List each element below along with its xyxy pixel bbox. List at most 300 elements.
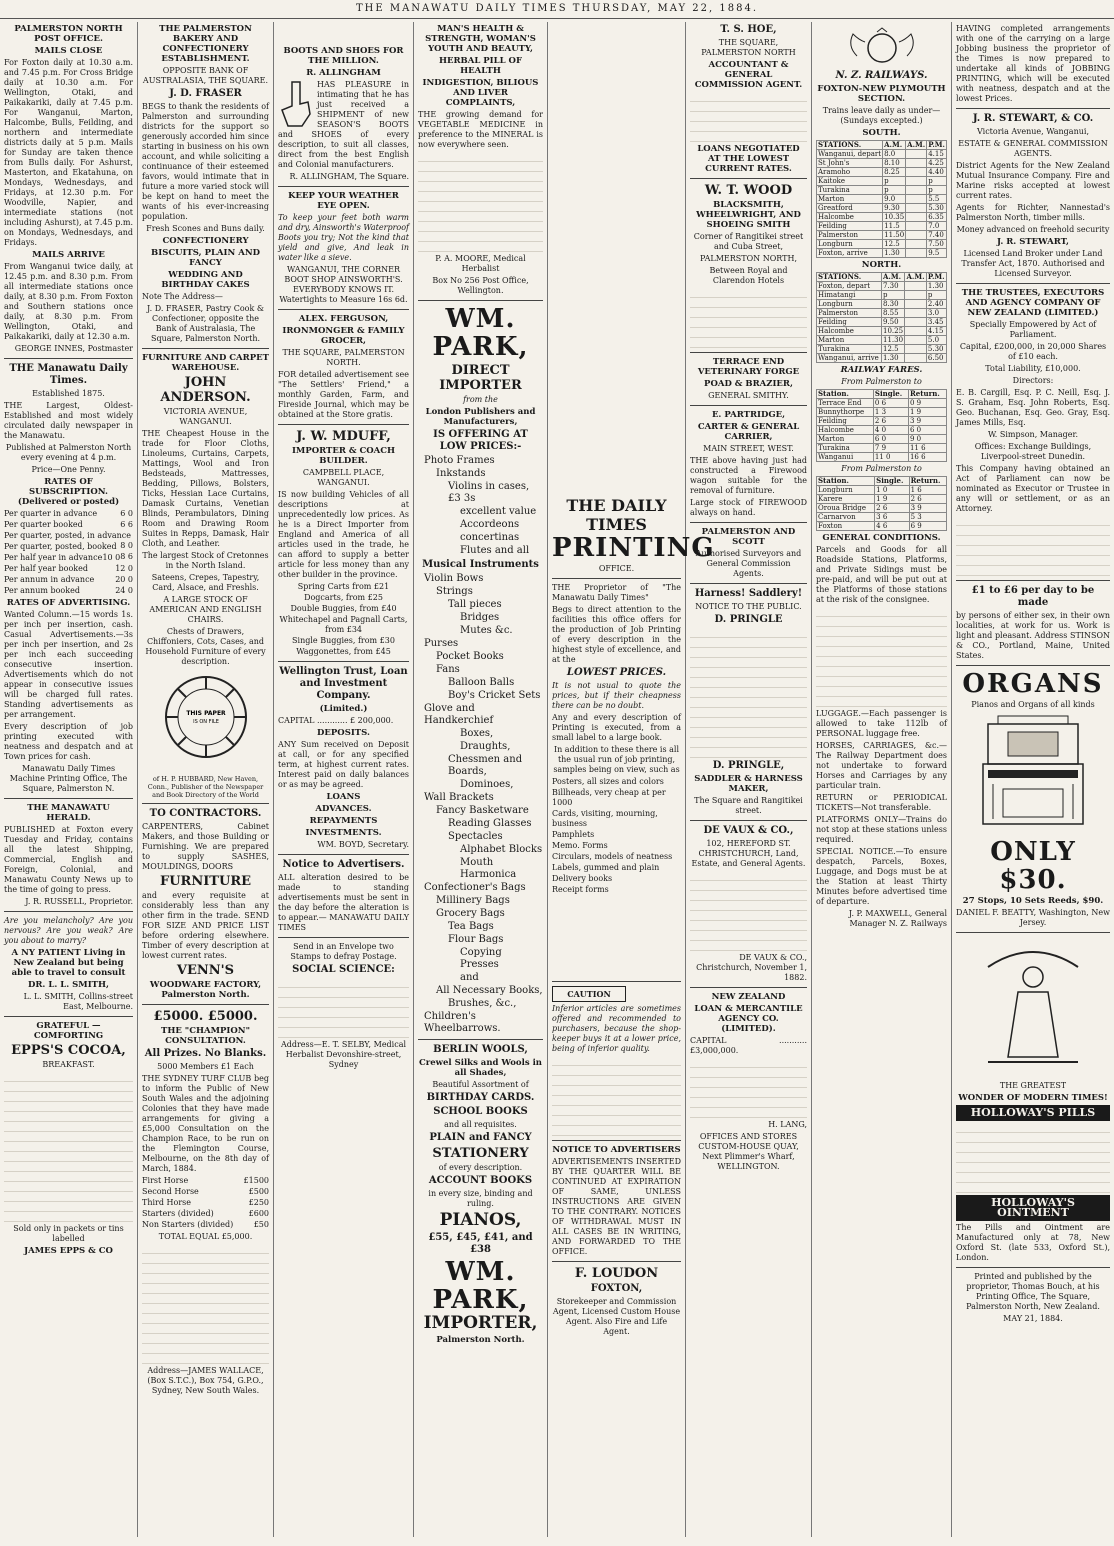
hoist-text: THE above having just had constructed a Firewood wagon suitable for the removal of furniture. [690,456,807,495]
carter-name: E. PARTRIDGE, [711,410,786,420]
table-row: Foxton 4 6 6 9 [817,522,947,531]
established: Established 1875. [32,389,105,398]
corner-text: Corner of Rangitikei street and Cuba Street, [693,232,804,251]
table-row: Himatangi p p [817,291,947,300]
list-item: Fancy Basketware [436,805,529,816]
repayments-heading: REPAYMENTS [309,816,378,826]
list-item: Purses [424,638,459,649]
sydney-body-text-block [142,1244,269,1364]
advertising-text: Wanted Column.—15 words 1s. per inch per insertion, cash. Casual Advertisements.—3s per inch per insertion, and 2s per inch each succeeding consecutive insertion. Advertisements which do not appear in consecutive issues will be charged full rates. Standing advertisements as per arrangement. [4,610,133,719]
firewood-text: Large stock of FIREWOOD always on hand. [690,498,807,517]
list-item: Children's Wheelbarrows. [424,1011,501,1034]
list-item: Alphabet Blocks [460,844,543,855]
list-item: Photo Frames [424,455,495,466]
main-street-text: MAIN STREET, WEST. [703,444,794,453]
table-header-row: STATIONS. A.M. A.M. P.M. [818,140,945,149]
requisites-text: and all requisites. [444,1120,517,1129]
list-item: All Necessary Books, [436,985,543,996]
carts-list [278,582,409,657]
caution-label: CAUTION [552,986,626,1002]
per-day-heading: £1 to £6 per day to be made [971,585,1095,608]
column-1 [0,22,138,1537]
mails-arrive-heading: MAILS ARRIVE [32,250,105,260]
table-row: St John's 8.10 4.25 [817,159,947,168]
total-text: TOTAL EQUAL £5,000. [158,1232,253,1241]
column-7 [812,22,952,1537]
trains-text: Trains leave daily as under—(Sundays excepted.) [822,106,941,125]
prize-row: Non Starters (divided) £50 [142,1220,269,1229]
melancholy-text: Are you melancholy? Are you nervous? Are you weak? Are you about to marry? [4,916,133,945]
pringle2-name: D. PRINGLE, [712,760,785,771]
hoe-body-text-block [690,92,807,142]
anderson-text: THE Cheapest House in the trade for Floor Cloths, Linoleums, Curtains, Carpets, Mattings, Wool and Iron Bedsteads, Mattresses, Bedding, Pillows, Bolsters, Ticks, Hessian Lace Curtains, Damask Curtains, Venetian Blinds, Perambulators, Dining Room and Drawing Room Suites in Repps, Damask, Hair Cloth, and Leather. [142,429,269,548]
list-item: Billheads, very cheap at per 1000 [552,788,666,807]
herald-heading: THE MANAWATU HERALD. [27,803,110,823]
list-item: Wall Brackets [424,792,494,803]
herbal-heading: HERBAL PILL OF HEALTH [438,56,522,76]
holloway-text: The Pills and Ointment are Manufactured only at 78, New Oxford St. (late 533, Oxford St.), London. [956,1223,1110,1262]
published-notice: Published at Palmerston North every evening at 4 p.m. [5,443,132,462]
list-item: excellent value [460,506,537,517]
list-item: concertinas [460,532,520,543]
allingham-name: R. ALLINGHAM [306,68,381,78]
hubbard-badge-illustration [151,671,261,771]
ferguson-location: THE SQUARE, PALMERSTON NORTH. [282,348,405,367]
table-row: Foxton, depart 7.30 1.30 [817,282,947,291]
north-timetable [816,272,947,363]
advances-heading: ADVANCES. [315,804,372,814]
stewart-title: ESTATE & GENERAL COMMISSION AGENTS. [958,139,1108,158]
palmerston-text: PALMERSTON NORTH, [699,254,797,263]
wellington-trust-heading: Wellington Trust, Loan and Investment Company. [279,666,408,701]
list-item: Mouth Harmonica [460,857,517,880]
epps-sub: BREAKFAST. [42,1060,95,1069]
allingham-sign: R. ALLINGHAM, The Square. [289,172,409,181]
ironmonger-heading: IRONMONGER & FAMILY GROCER, [282,326,405,346]
table-row: Wanganui 11 0 16 6 [817,453,947,462]
contractors-text: CARPENTERS, Cabinet Makers, and those Building or Furnishing. We are prepared to supply SASHES, MOULDINGS, DOORS [142,822,269,871]
from-palmerston: From Palmerston to [841,377,922,386]
addition-text: In addition to these there is all the usual run of job printing, samples being on view, such as [553,745,680,774]
list-item: Fans [436,664,460,675]
stewart-name: J. R. STEWART, & CO. [972,113,1094,124]
list-item: and [460,972,479,983]
prize-row: First Horse £1500 [142,1176,269,1185]
venns-sub: WOODWARE FACTORY, Palmerston North. [149,980,262,1000]
deposits-text: ANY Sum received on Deposit at call, or for any specified term, at highest current rates. Interest paid on daily balances or as may be agreed. [278,740,409,789]
furniture-heading: FURNITURE AND CARPET WAREHOUSE. [142,353,269,373]
directors-heading: Directors: [1012,376,1054,385]
park2-name: WM. PARK, [432,1257,529,1315]
bakery-location: OPPOSITE BANK OF AUSTRALASIA, THE SQUARE. [142,66,269,85]
rate-row: Per half year booked 12 0 [4,564,133,573]
sydney-address: Address—JAMES WALLACE, (Box S.T.C.), Box 754, G.P.O., Sydney, New South Wales. [147,1366,264,1395]
palmerston-text: Palmerston North. [436,1335,525,1345]
conditions-body-text-block [816,607,947,707]
list-item: Single Buggies, from £30 [292,636,395,645]
organs-sub: Pianos and Organs of all kinds [971,700,1095,709]
price: Price—One Penny. [31,465,106,474]
hoe-location: THE SQUARE, PALMERSTON NORTH [701,38,796,57]
epps-heading: GRATEFUL — COMFORTING [33,1021,104,1041]
capital-text: CAPITAL ............ £ 200,000. [278,716,394,725]
list-item: Dogcarts, from £25 [304,593,383,602]
list-item: Brushes, &c., [448,998,517,1009]
svg-text:THIS PAPER: THIS PAPER [185,710,226,717]
printed-text: Printed and published by the proprietor, Thomas Bouch, at his Printing Office, The Square, Palmerston North, New Zealand. [966,1272,1100,1311]
table-header-row: Station. Single. Return. [817,477,947,486]
list-item: Copying Presses [460,947,502,970]
prize-row: Starters (divided) £600 [142,1209,269,1218]
boyd-sign: WM. BOYD, Secretary. [317,840,409,849]
list-item: Double Buggies, from £40 [290,604,397,613]
list-item: Pocket Books [436,651,504,662]
coat-of-arms-icon [837,26,927,66]
table-row: Greatford 9.30 5.30 [817,204,947,213]
wonder-heading: WONDER OF MODERN TIMES! [958,1093,1108,1103]
chests-text: Chests of Drawers, Chiffoniers, Cots, Cases, and Household Furniture of every description. [145,627,266,666]
rate-row: Per half year in advance 10 0 [4,553,121,562]
column-3 [274,22,414,1537]
caution-text: Inferior articles are sometimes offered and recommended to purchasers, because the shop-keeper buys it at a lower price, being of inferior quality. [552,1004,681,1053]
list-item: Millinery Bags [436,895,510,906]
hoe-name: T. S. HOE, [720,24,777,35]
list-item: Dominoes, [460,779,514,790]
conditions-heading: GENERAL CONDITIONS. [822,533,941,543]
date-text: MAY 21, 1884. [1003,1314,1063,1323]
table-row: Longburn 12.5 7.50 [817,240,947,249]
foxton-heading: FOXTON, [590,1283,643,1294]
lowest-heading: LOWEST PRICES. [566,667,667,678]
table-row: Marton 9.0 5.5 [817,195,947,204]
trustees-body-text-block [956,516,1110,576]
epps-footer: Sold only in packets or tins labelled [13,1224,124,1243]
epps-body-text-block [4,1072,133,1222]
herald-text: PUBLISHED at Foxton every Tuesday and Friday, contains all the latest Shipping, Commercial, English and Foreign, Colonial, and Manawatu County News up to the time of going to press. [4,825,133,894]
accountant-heading: ACCOUNTANT & GENERAL COMMISSION AGENT. [694,60,803,90]
table-row: Karere 1 9 2 6 [817,495,947,504]
champion-heading: THE "CHAMPION" CONSULTATION. [161,1026,250,1046]
pringle-body-text-block [690,628,807,758]
devaux-address: 102, HEREFORD ST. CHRISTCHURCH, Land, Estate, and General Agents. [691,839,806,868]
having-text: HAVING completed arrangements with one of the carrying on a large Jobbing business the proprietor of the Times is now prepared to undertake all kinds of JOBBING PRINTING, which will be executed with neatness, despatch and at the lowest Prices. [956,24,1110,103]
loan-merc-heading: LOAN & MERCANTILE AGENCY CO. (LIMITED). [694,1004,803,1034]
notice-public-text: NOTICE TO THE PUBLIC. [695,602,802,611]
surveyors-text: Authorised Surveyors and General Commission Agents. [695,549,802,578]
social-heading: SOCIAL SCIENCE: [292,964,395,975]
poad-heading: POAD & BRAZIER, [704,379,793,389]
birthday-heading: BIRTHDAY CARDS. [426,1092,535,1103]
from-text: from the [463,395,498,404]
office-text: Manawatu Daily Times Machine Printing Office, The Square, Palmerston N. [9,764,128,793]
table-row: Bunnythorpe 1 3 1 9 [817,408,947,417]
list-item: Spring Carts from £21 [297,582,390,591]
table-row: Feilding 2 6 3 9 [817,417,947,426]
pills-body-text-block [956,1123,1110,1193]
smith-address: L. L. SMITH, Collins-street East, Melbourne. [23,992,133,1011]
conditions-text: Parcels and Goods for all Roadside Stations, Platforms, and Private Sidings must be pre-paid, and will be put out at the Platforms of those stations at the risk of the consignee. [816,545,947,604]
table-row: Turakina 12.5 5.30 [817,345,947,354]
list-item: Memo. Forms [552,841,608,850]
money-text: Money advanced on freehold security [956,225,1110,234]
ainsworth-text: WANGANUI, THE CORNER BOOT SHOP AINSWORTH'S. EVERYBODY KNOWS IT. Watertights to Measure 16s 6d. [279,265,408,304]
russell-sign: J. R. RUSSELL, Proprietor. [25,897,133,906]
duff-text: IS now building Vehicles of all descriptions at unprecedentedly low prices. As he is a Direct Importer from England and America of all articles used in the trade, he can afford to supply a better article for less money than any other builder in the province. [278,490,409,579]
account-heading: ACCOUNT BOOKS [428,1175,533,1186]
list-item: Circulars, models of neatness [552,852,673,861]
table-row: Terrace End 0 6 0 9 [817,399,947,408]
devaux-body-text-block [690,871,807,951]
direct-importer: DIRECT IMPORTER [439,363,522,393]
campbell-place: CAMPBELL PLACE, WANGANUI. [302,468,385,487]
railways-heading: N. Z. RAILWAYS. [835,70,928,81]
table-header-row: STATIONS. A.M. A.M. P.M. [818,272,945,281]
sateens-text: Sateens, Crepes, Tapestry, Card, Alsace, and Freshls. [151,573,260,592]
blacksmith-heading: BLACKSMITH, WHEELWRIGHT, AND SHOEING SMITH [696,200,801,230]
wedding-heading: WEDDING AND BIRTHDAY CAKES [161,270,250,290]
epps-title: EPPS'S COCOA, [11,1043,126,1058]
size-text: in every size, binding and ruling. [428,1189,533,1208]
vegetable-text: THE growing demand for VEGETABLE MEDICINE in preference to the MINERAL is now everywhere seen. [418,110,543,149]
mails-close-heading: MAILS CLOSE [34,46,103,56]
office-text: OFFICE. [598,564,635,573]
square-text: The Square and Rangitikei street. [694,796,803,815]
fares-table [816,389,947,462]
licensed-text: Licensed Land Broker under Land Transfer Act, 1870. Authorised and Licensed Surveyor. [961,249,1105,278]
wood-name: W. T. WOOD [704,183,793,198]
to-palmerston: From Palmerston to [841,464,922,473]
box-text: Box No 256 Post Office, Wellington. [432,276,529,295]
special-text: SPECIAL NOTICE.—To ensure despatch, Parcels, Boxes, Luggage, and Dogs must be at the Station at least Thirty Minutes before advertised time of departure. [816,847,947,906]
fraser-name: J. D. FRASER [169,88,242,99]
beautiful-text: Beautiful Assortment of [432,1080,529,1089]
rate-row: Per quarter, posted, in advance 8 0 [4,531,133,550]
south-timetable [816,140,947,258]
daily-times-heading: THE DAILY TIMES [566,496,667,534]
column-5 [548,22,715,1537]
company-text: This Company having obtained an Act of Parliament can now be nominated as Executor or Trustee in any will or settlement, or as an Attorney. [956,464,1110,513]
postmaster: GEORGE INNES, Postmaster [14,344,133,353]
list-item: Waggonettes, from £45 [296,647,391,656]
organ-illustration [968,714,1098,834]
nz-heading: NEW ZEALAND [711,992,786,1002]
liability-text: Total Liability, £10,000. [985,364,1081,373]
confectionery-heading: CONFECTIONERY [162,236,249,246]
limited-heading: (Limited.) [319,704,368,714]
badge-caption: of H. P. HUBBARD, New Haven, Conn., Publisher of the Newspaper and Book Directory of the World [147,775,264,799]
return-text: RETURN or PERIODICAL TICKETS—Not transferable. [816,793,947,812]
north-heading: NORTH. [861,260,902,270]
rates-list [4,509,133,596]
list-item: Chessmen and Boards, [448,754,523,777]
list-item: Confectioner's Bags [424,882,526,893]
every-text: of every description. [438,1163,523,1172]
table-row: Aramoho 8.25 4.40 [817,168,947,177]
list-item: Posters, all sizes and colors [552,777,664,786]
rates-heading: RATES OF SUBSCRIPTION. (Delivered or posted) [17,477,120,507]
masthead: THE MANAWATU DAILY TIMES THURSDAY, MAY 22, 1884. [0,0,1114,19]
devaux-sign: DE VAUX & CO., Christchurch, November 1, 1882. [696,953,807,982]
prize-row: Second Horse £500 [142,1187,269,1196]
importer-heading: IMPORTER & COACH BUILDER. [291,446,396,466]
list-item: Spectacles [448,831,503,842]
prop-text: Begs to direct attention to the facilities this office offers for the production of Job Printing of every description in the highest style of excellence, and at the [552,605,681,664]
notice-advertisers-heading: NOTICE TO ADVERTISERS [552,1145,681,1155]
list-item: Grocery Bags [436,908,505,919]
between-text: Between Royal and Clarendon Hotels [709,266,788,285]
pianos-prices: £55, £45, £41, and £38 [428,1232,533,1255]
sydney-text: THE SYDNEY TURF CLUB beg to inform the Public of New South Wales and the adjoining Colonies that they have made arrangements for giving a £5,000 Consultation on the Champion Race, to be run on the Flemington Course, Melbourne, on the 8th day of March, 1884. [142,1074,269,1173]
list-item: Bridges [460,612,500,623]
wood-body-text-block [690,288,807,348]
importer2-heading: IMPORTER, [423,1313,538,1333]
manshealth-heading: MAN'S HEALTH & STRENGTH, WOMAN'S YOUTH AND BEAUTY, [425,24,536,54]
smith-name: DR. L. L. SMITH, [28,980,109,990]
pointing-hand-icon [278,80,314,128]
indigestion-heading: INDIGESTION, BILIOUS AND LIVER COMPLAINTS, [422,78,539,108]
list-item: Flutes and all [460,545,530,556]
blanks-heading: All Prizes. No Blanks. [144,1048,267,1059]
only-heading: ONLY $30. [990,837,1076,895]
stewart2-name: J. R. STEWART, [996,237,1070,247]
luggage-text: LUGGAGE.—Each passenger is allowed to take 112lb of PERSONAL luggage free. [816,709,947,738]
list-item: Cards, visiting, mourning, business [552,809,658,828]
agents-text: Agents for Richter, Nannestad's Palmerston North, timber mills. [956,203,1110,222]
column-8 [952,22,1114,1537]
list-item: Boxes, [460,728,494,739]
holloway-ointment-banner: HOLLOWAY'S OINTMENT [956,1195,1110,1221]
list-item: Receipt forms [552,885,609,894]
goods-list [418,455,543,557]
saddler-heading: SADDLER & HARNESS MAKER, [694,774,803,794]
list-item: Tall pieces [448,599,502,610]
beatty-text: DANIEL F. BEATTY, Washington, New Jersey. [956,908,1110,927]
stewart-location: Victoria Avenue, Wanganui, [977,127,1089,136]
furniture2-text: and every requisite at considerably less than any other firm in the trade. SEND FOR SIZE AND PRICE LIST before ordering elsewhere. Timber of every description at lowest current rates. [142,891,269,960]
patient-heading: A NY PATIENT Living in New Zealand but being able to travel to consult [11,948,126,978]
list-item: Flour Bags [448,934,504,945]
table-row: Marton 11.30 5.0 [817,336,947,345]
loudon-name: F. LOUDON [574,1266,659,1281]
stamps-text: Send in an Envelope two Stamps to defray Postage. [290,942,397,961]
list-item: Whitechapel and Pagnall Carts, from £34 [279,615,408,634]
bakery-heading: THE PALMERSTON BAKERY AND CONFECTIONERY ESTABLISHMENT. [159,24,252,64]
lang-sign: H. LANG, [768,1120,807,1129]
prize-heading: £5000. £5000. [153,1009,258,1024]
prop-heading: THE Proprietor of "The Manawatu Daily Times" [552,583,681,602]
mails-heading: PALMERSTON NORTH POST OFFICE. [14,24,123,44]
list-item: Mutes &c. [460,625,513,636]
capital-text: CAPITAL ........... £3,000,000. [690,1036,807,1055]
offices-text: OFFICES AND STORES CUSTOM-HOUSE QUAY, Next Plimmer's Wharf, WELLINGTON. [698,1132,799,1171]
list-item: Labels, gummed and plain [552,863,660,872]
maxwell-sign: J. P. MAXWELL, General Manager N. Z. Railways [848,909,947,928]
list-item: Reading Glasses [448,818,532,829]
table-row: Longburn 8.30 2.40 [817,300,947,309]
notice-heading: Notice to Advertisers. [282,859,405,870]
fares-heading: RAILWAY FARES. [840,365,923,375]
offering-heading: IS OFFERING AT LOW PRICES:- [433,429,528,452]
organs-heading: ORGANS [962,669,1104,699]
manager-text: W. Simpson, Manager. [987,430,1079,439]
publishers-text: London Publishers and Manufacturers, [425,407,536,427]
carter-title: CARTER & GENERAL CARRIER, [697,422,800,442]
caution-body-text-block [552,1056,681,1136]
address-note: Note The Address— [142,292,223,301]
list-item: Inkstands [436,468,486,479]
boots-heading: BOOTS AND SHOES FOR THE MILLION. [283,46,404,66]
prize-list [142,1176,269,1230]
horses-text: HORSES, CARRIAGES, &c.—The Railway Department does not undertake to forward Horses and Carriages by any particular train. [816,741,947,790]
trustees-heading: THE TRUSTEES, EXECUTORS AND AGENCY COMPANY OF NEW ZEALAND (LIMITED.) [961,288,1105,318]
line-heading: FOXTON-NEW PLYMOUTH SECTION. [817,84,946,104]
table-row: Oroua Bridge 2 6 3 9 [817,504,947,513]
table-row: Wanganui, arrive 1.30 6.50 [817,354,947,363]
table-row: Carnarvon 3 6 5 3 [817,513,947,522]
table-header-row: Station. Single. Return. [817,390,947,399]
social-body-text-block [278,978,409,1038]
contractors-heading: TO CONTRACTORS. [149,808,262,819]
list-item: Pamphlets [552,830,595,839]
rate-row: Per quarter in advance 6 0 [4,509,133,518]
greatest-text: THE GREATEST [999,1081,1067,1090]
notice-text: ALL alteration desired to be made to standing advertisements must be sent in the day before the alteration is to appear.— MANAWATU DAILY TIMES [278,873,409,932]
berlin-heading: BERLIN WOOLS, [433,1044,528,1055]
anderson-address: VICTORIA AVENUE, WANGANUI. [163,407,248,426]
stewart-text: District Agents for the New Zealand Mutual Insurance Company. Fire and Marine risks accepted at lowest current rates. [956,161,1110,200]
list-item: Accordeons [460,519,520,530]
table-row: Marton 6 0 9 0 [817,435,947,444]
loan-body-text-block [690,1058,807,1118]
list-item: Violins in cases, £3 3s [448,481,530,504]
column-2 [138,22,274,1537]
platforms-text: PLATFORMS ONLY—Trains do not stop at these stations unless required. [816,815,947,844]
venns-heading: VENN'S [176,963,235,978]
list-item: Tea Bags [448,921,494,932]
loudon-text: Storekeeper and Commission Agent, Licensed Custom House Agent. Also Fire and Life Agent. [552,1297,681,1336]
selby-address: Address—E. T. SELBY, Medical Herbalist Devonshire-street, Sydney [280,1040,407,1069]
moore-sign: P. A. MOORE, Medical Herbalist [435,254,526,273]
fraser-text: BEGS to thank the residents of Palmerston and surrounding districts for the support so generously accorded him since starting in business on his own account, and while soliciting a continuance of their esteemed favors, would intimate that in future a more varied stock will be kept on hand to meet the wants of his ever-increasing population. [142,102,269,221]
south-heading: SOUTH. [862,128,901,138]
printing-heading: PRINTING [552,533,715,563]
list-item: Boy's Cricket Sets [448,690,541,701]
cretonnes-text: The largest Stock of Cretonnes in the North Island. [142,551,269,570]
prize-row: Third Horse £250 [142,1198,269,1207]
executed-text: Any and every description of Printing is executed, from a small label to a large book. [552,713,681,742]
table-row: Feilding 11.5 7.0 [817,222,947,231]
table-row: Longburn 1 0 1 6 [817,486,947,495]
table-row: Halcombe 10.25 4.15 [817,327,947,336]
biscuits-heading: BISCUITS, PLAIN AND FANCY [151,248,260,268]
stationery-heading: STATIONERY [432,1146,529,1161]
list-item: Draughts, [460,741,511,752]
ferguson-name: ALEX. FERGUSON, [298,314,389,324]
loans-heading: LOANS [326,792,361,802]
furniture2-heading: FURNITURE [159,874,252,889]
musical-heading: Musical Instruments [422,559,539,570]
harness-heading: Harness! Saddlery! [694,588,803,599]
rate-row: Per quarter booked 6 6 [4,520,133,529]
settlers-text: FOR detailed advertisement see "The Settlers' Friend," a monthly Garden, Farm, and Fireside Journal, which may be obtained at the Store gratis. [278,370,409,419]
table-row: Palmerston 8.55 3.0 [817,309,947,318]
pringle-name: D. PRINGLE [714,614,783,625]
park-name: WM. PARK, [432,304,529,362]
pianos-heading: PIANOS, [439,1210,522,1230]
devaux-heading: DE VAUX & CO., [703,825,794,836]
allingham-text: HAS PLEASURE in intimating that he has just received a SHIPMENT of new SEASON'S BOOTS and SHOES of every description, to suit all classes, direct from the best English and Colonial manufacturers. [278,80,409,169]
offices-text: Offices: Exchange Buildings, Liverpool-street Dunedin. [974,442,1092,461]
